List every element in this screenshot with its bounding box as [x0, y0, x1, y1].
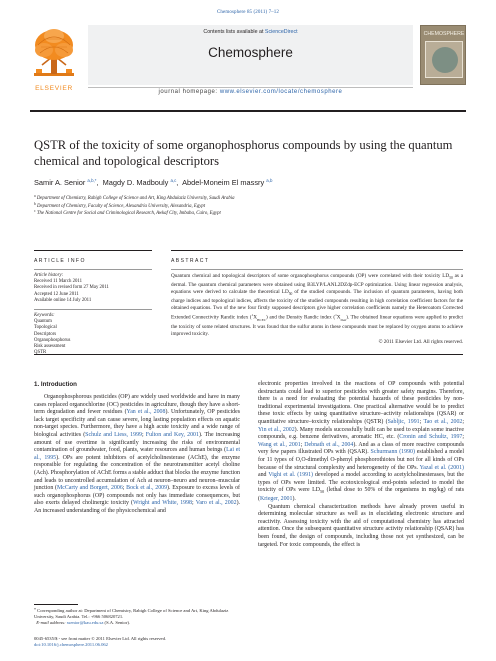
- citation-link[interactable]: Tao et al., 2002: [423, 418, 463, 425]
- affiliation: [34, 195, 464, 203]
- article-title: QSTR of the toxicity of some organophosphorus compounds by using the quantum chemical and topological descriptors: [34, 138, 453, 168]
- body-column-right: [258, 381, 464, 549]
- affiliations: [34, 195, 464, 218]
- history-online: Available online 14 July 2011: [34, 297, 92, 303]
- citation-link[interactable]: Bock et al., 2009: [126, 485, 168, 492]
- citation-link[interactable]: Debnath et al., 2004: [304, 441, 354, 448]
- citation-link[interactable]: Yin et al., 2002: [258, 426, 295, 433]
- author-name[interactable]: Samir A. Senior: [34, 178, 86, 187]
- article-history: [34, 273, 152, 304]
- homepage-link[interactable]: www.elsevier.com/locate/chemosphere: [219, 89, 343, 95]
- affiliation-text: Department of Chemistry, Rabigh College of Science and Art, King Abdulaziz University, Saudi Arabia: [36, 196, 235, 201]
- paragraph: Organophosphorous pesticides (OP) are widely used worldwide and have in many cases replaced organochlorine (OC) pesticides in agriculture, though they have a short-term degradation and fewer residues (Yan et al., 2008). Unfortunately, OP pesticides lack target specificity and can cause severe, long lasting population effects on aquatic non-target species. Furthermore, they have a high acute toxicity and a wide range of biological activities (Schulz and Liess, 1999; Fulton and Key, 2001). The increasing amount of use overtime is significantly increasing the risks of environmental contamination of groundwater, food, plants, water resources and human beings (Lai et al., 1995). OPs are potent inhibitors of acetylcholinesterase (AChE), the enzyme responsible for regulating the concentration of the neurotransmitter acetyl choline (Ach). Phosphorylation of AChE forms a stable adduct that blocks the enzyme function and leads to uncontrolled accumulation of Ach at neuron–neuro and neuron–muscular junction (McCarty and Borgert, 2006; Bock et al., 2009). Exposure to excess levels of such organophosphorus (OP) compounds not only has immediate consequences, but also exerts delayed cholinergic toxicity (Wright and White, 1998; Varo et al., 2002). An increased understanding of the physicochemical and: [34, 394, 241, 514]
- affiliation-text: The National Centre for Social and Criminological Research, Awkaf City, Imbaba, Cairo, Egypt: [36, 211, 221, 217]
- affiliation-mark: b: [34, 201, 36, 206]
- citation-link[interactable]: Vighi et al. (1991): [268, 472, 314, 479]
- citation-link[interactable]: Wang et al., 2001: [258, 441, 301, 448]
- author-marks[interactable]: a,c: [170, 178, 177, 183]
- email-suffix: (S.A. Senior).: [103, 619, 131, 625]
- author-marks[interactable]: a,b,*: [87, 178, 97, 183]
- publisher-name: ELSEVIER: [35, 85, 73, 92]
- journal-homepage: [88, 89, 413, 95]
- cover-title: CHEMOSPHERE: [423, 31, 465, 37]
- info-top-rule: [34, 250, 152, 251]
- abstract-top-rule: [171, 250, 463, 251]
- body-column-left: [34, 381, 240, 516]
- author-list: Samir A. Senior $^{a,b,*}$, Magdy D. Madbouly $^{a,c}$, Abdel-Moneim El massry $^{a,b}$: [34, 178, 273, 187]
- keyword: Descriptors: [34, 331, 57, 337]
- keyword: Topological: [34, 325, 57, 331]
- issn-line: 0045-6535/$ - see front matter © 2011 Elsevier Ltd. All rights reserved.: [34, 636, 167, 641]
- citation-link[interactable]: Yazal et al. (2001): [419, 464, 464, 471]
- citation-link[interactable]: Cronin and Schultz, 1997: [399, 434, 463, 441]
- email-line: [34, 620, 240, 626]
- masthead: [30, 25, 466, 105]
- affiliation-mark: c: [34, 209, 36, 214]
- citation-link[interactable]: Schurmann (1990): [370, 449, 415, 456]
- abstract-text: Quantum chemical and topological descriptors of some organophosphorus compounds (OP) were correlated with their toxicity $LD_{50}$ as a dermal. The quantum chemical parameters were obtained using B3LYP/LANL2DZdp-ECP optimization. Using linear regression analysis, equations were derived to calculate the theoretical $LD_{50}$ of the studied compounds. The inclusion of quantum parameters, having both charge indices and topological indices, affects the toxicity of the studied compounds resulting in high correlation coefficient factors for the obtained equations. Two of the new four firstly supposed descriptors give higher correlation coefficients namely the Heteroatom Corrected Extended Connectivity Randic index $(^1X_{HCEC})$ and the Density Randic index $(^1X_{Den})$. The obtained linear equations were applied to predict the toxicity of some related structures. It was found that the sulfur atoms in these compounds must be replaced by oxygen atoms to achieve improved toxicity.: [171, 273, 464, 338]
- body-text: [258, 381, 464, 549]
- section-heading: 1. Introduction: [34, 381, 77, 388]
- citation-link[interactable]: Krieger, 2001: [259, 496, 293, 503]
- info-divider: [34, 269, 152, 270]
- citation-link[interactable]: Fulton and Key, 2001: [145, 431, 199, 438]
- article-info-heading: ARTICLE INFO: [34, 258, 86, 264]
- email-label: E-mail address:: [36, 619, 67, 625]
- masthead-rule: [30, 110, 466, 112]
- cover-globe-icon: [432, 47, 458, 73]
- paragraph: electronic properties involved in the reactions of OP compounds with potential destructants could lead to superior pesticides with greater safety margins. Therefore, there is a need for evaluating the potential hazards of these pesticides by non-traditional experimental investigations. One practical alternative would be to predict these toxic effects by using quantitative structure–activity relationships (QSAR) or quantitative structure–toxicity relationships (QSTR) (Sabljic, 1991; Tao et al., 2002; Yin et al., 2002). Many models successfully built can be used to explain some inactive compounds, e.g. benzene derivatives, aromatic HC, etc. (Cronin and Schultz, 1997; Wang et al., 2001; Debnath et al., 2004). And as a class of more reactive compounds very few papers illustrated OPs with (QSAR). Schurmann (1990) established a model for 11 types of O,O-dimethyl O-phenyl phosphorothiotes but not for all kinds of OPs because of the structural complexity and heterogeneity of the OPs. Yazal et al. (2001) and Vighi et al. (1991) developed a model according to acetylcholinesterases, but the types of OPs were limited. The ecotoxicological end-points selected to model the toxicity of OPs were $LD_{50}$ (lethal dose to 50% of the organisms in mg/kg) of rats (Krieger, 2001).: [258, 381, 464, 503]
- history-revised: Received in revised form 27 May 2011: [34, 285, 109, 291]
- footnote-text: Corresponding author at: Department of Chemistry, Rabigh College of Science and Art, King Abdulaziz University, Saudi Arabia. Tel.: +966 506820721.: [34, 608, 229, 619]
- banner-rule: [88, 87, 413, 88]
- contents-prefix: Contents lists available at: [203, 29, 265, 35]
- running-citation[interactable]: Chemosphere 85 (2011) 7–12: [217, 10, 279, 15]
- citation-link[interactable]: Yan et al., 2008: [126, 409, 166, 416]
- author-marks[interactable]: a,b: [266, 178, 273, 183]
- affiliation: [34, 210, 464, 218]
- history-label: Article history:: [34, 273, 64, 278]
- copyright-notice: © 2011 Elsevier Ltd. All rights reserved.: [378, 339, 463, 346]
- front-matter-rule: [34, 354, 463, 355]
- abstract: [171, 250, 463, 346]
- citation-link[interactable]: Wright and White, 1998: [133, 500, 193, 507]
- citation-link[interactable]: Lai et al., 1995: [34, 447, 240, 461]
- doi-link[interactable]: doi:10.1016/j.chemosphere.2011.06.062: [34, 641, 108, 647]
- citation-link[interactable]: Schulz and Liess, 1999: [85, 431, 142, 438]
- email-link[interactable]: ssenior@kau.edu.sa: [66, 619, 104, 625]
- elsevier-tree-logo: [30, 25, 78, 81]
- keyword: Organophosphorus: [34, 337, 71, 343]
- homepage-prefix: journal homepage:: [158, 89, 220, 95]
- author-name[interactable]: Magdy D. Madbouly: [102, 178, 169, 187]
- keyword: Quantum: [34, 319, 52, 325]
- abstract-heading: ABSTRACT: [171, 258, 210, 264]
- footnote-line: [34, 608, 240, 620]
- footnote-rule: [34, 604, 78, 605]
- keywords-label: Keywords:: [34, 313, 55, 319]
- keywords: [34, 313, 152, 356]
- body-text: [34, 394, 240, 516]
- article-info: [34, 250, 152, 356]
- corresponding-author-footnote: [34, 608, 240, 626]
- author-name[interactable]: Abdel-Moneim El massry: [182, 178, 265, 187]
- journal-name: Chemosphere: [208, 45, 293, 60]
- footnote-star: *: [34, 606, 36, 612]
- doi-block: [34, 636, 240, 648]
- sciencedirect-link[interactable]: ScienceDirect: [264, 29, 298, 35]
- journal-banner: [88, 25, 413, 85]
- contents-line: [88, 29, 413, 35]
- paragraph: Quantum chemical characterization methods have already proven useful in determining molecular structure as well as in elucidating electronic structure and reactivity. Assessing toxicity with the aid of computational chemistry has attracted attention. Once the subsequent quantitative structure activity relationship (QSAR) has been found, the design of compounds, including those not yet synthesized, can be targeted. For toxic compounds, the effect is: [258, 503, 464, 548]
- keyword: QSTR: [34, 350, 47, 356]
- history-accepted: Accepted 12 June 2011: [34, 291, 79, 297]
- affiliation-text: Department of Chemistry, Faculty of Science, Alexandria University, Alexandria, Egypt: [37, 203, 206, 209]
- citation-link[interactable]: Varo et al., 2002: [195, 500, 237, 507]
- affiliation-mark: a: [34, 194, 36, 198]
- history-received: Received 11 March 2011: [34, 279, 82, 285]
- cover-artwork: [425, 41, 463, 78]
- citation-link[interactable]: McCarty and Borgert, 2006: [57, 485, 123, 492]
- citation-link[interactable]: Sabljic, 1991: [387, 418, 420, 425]
- info-divider: [34, 309, 152, 310]
- abstract-divider: [171, 269, 463, 270]
- journal-cover-thumbnail: [420, 25, 466, 85]
- tree-icon: [30, 25, 78, 81]
- keyword: Risk assessment: [34, 344, 66, 350]
